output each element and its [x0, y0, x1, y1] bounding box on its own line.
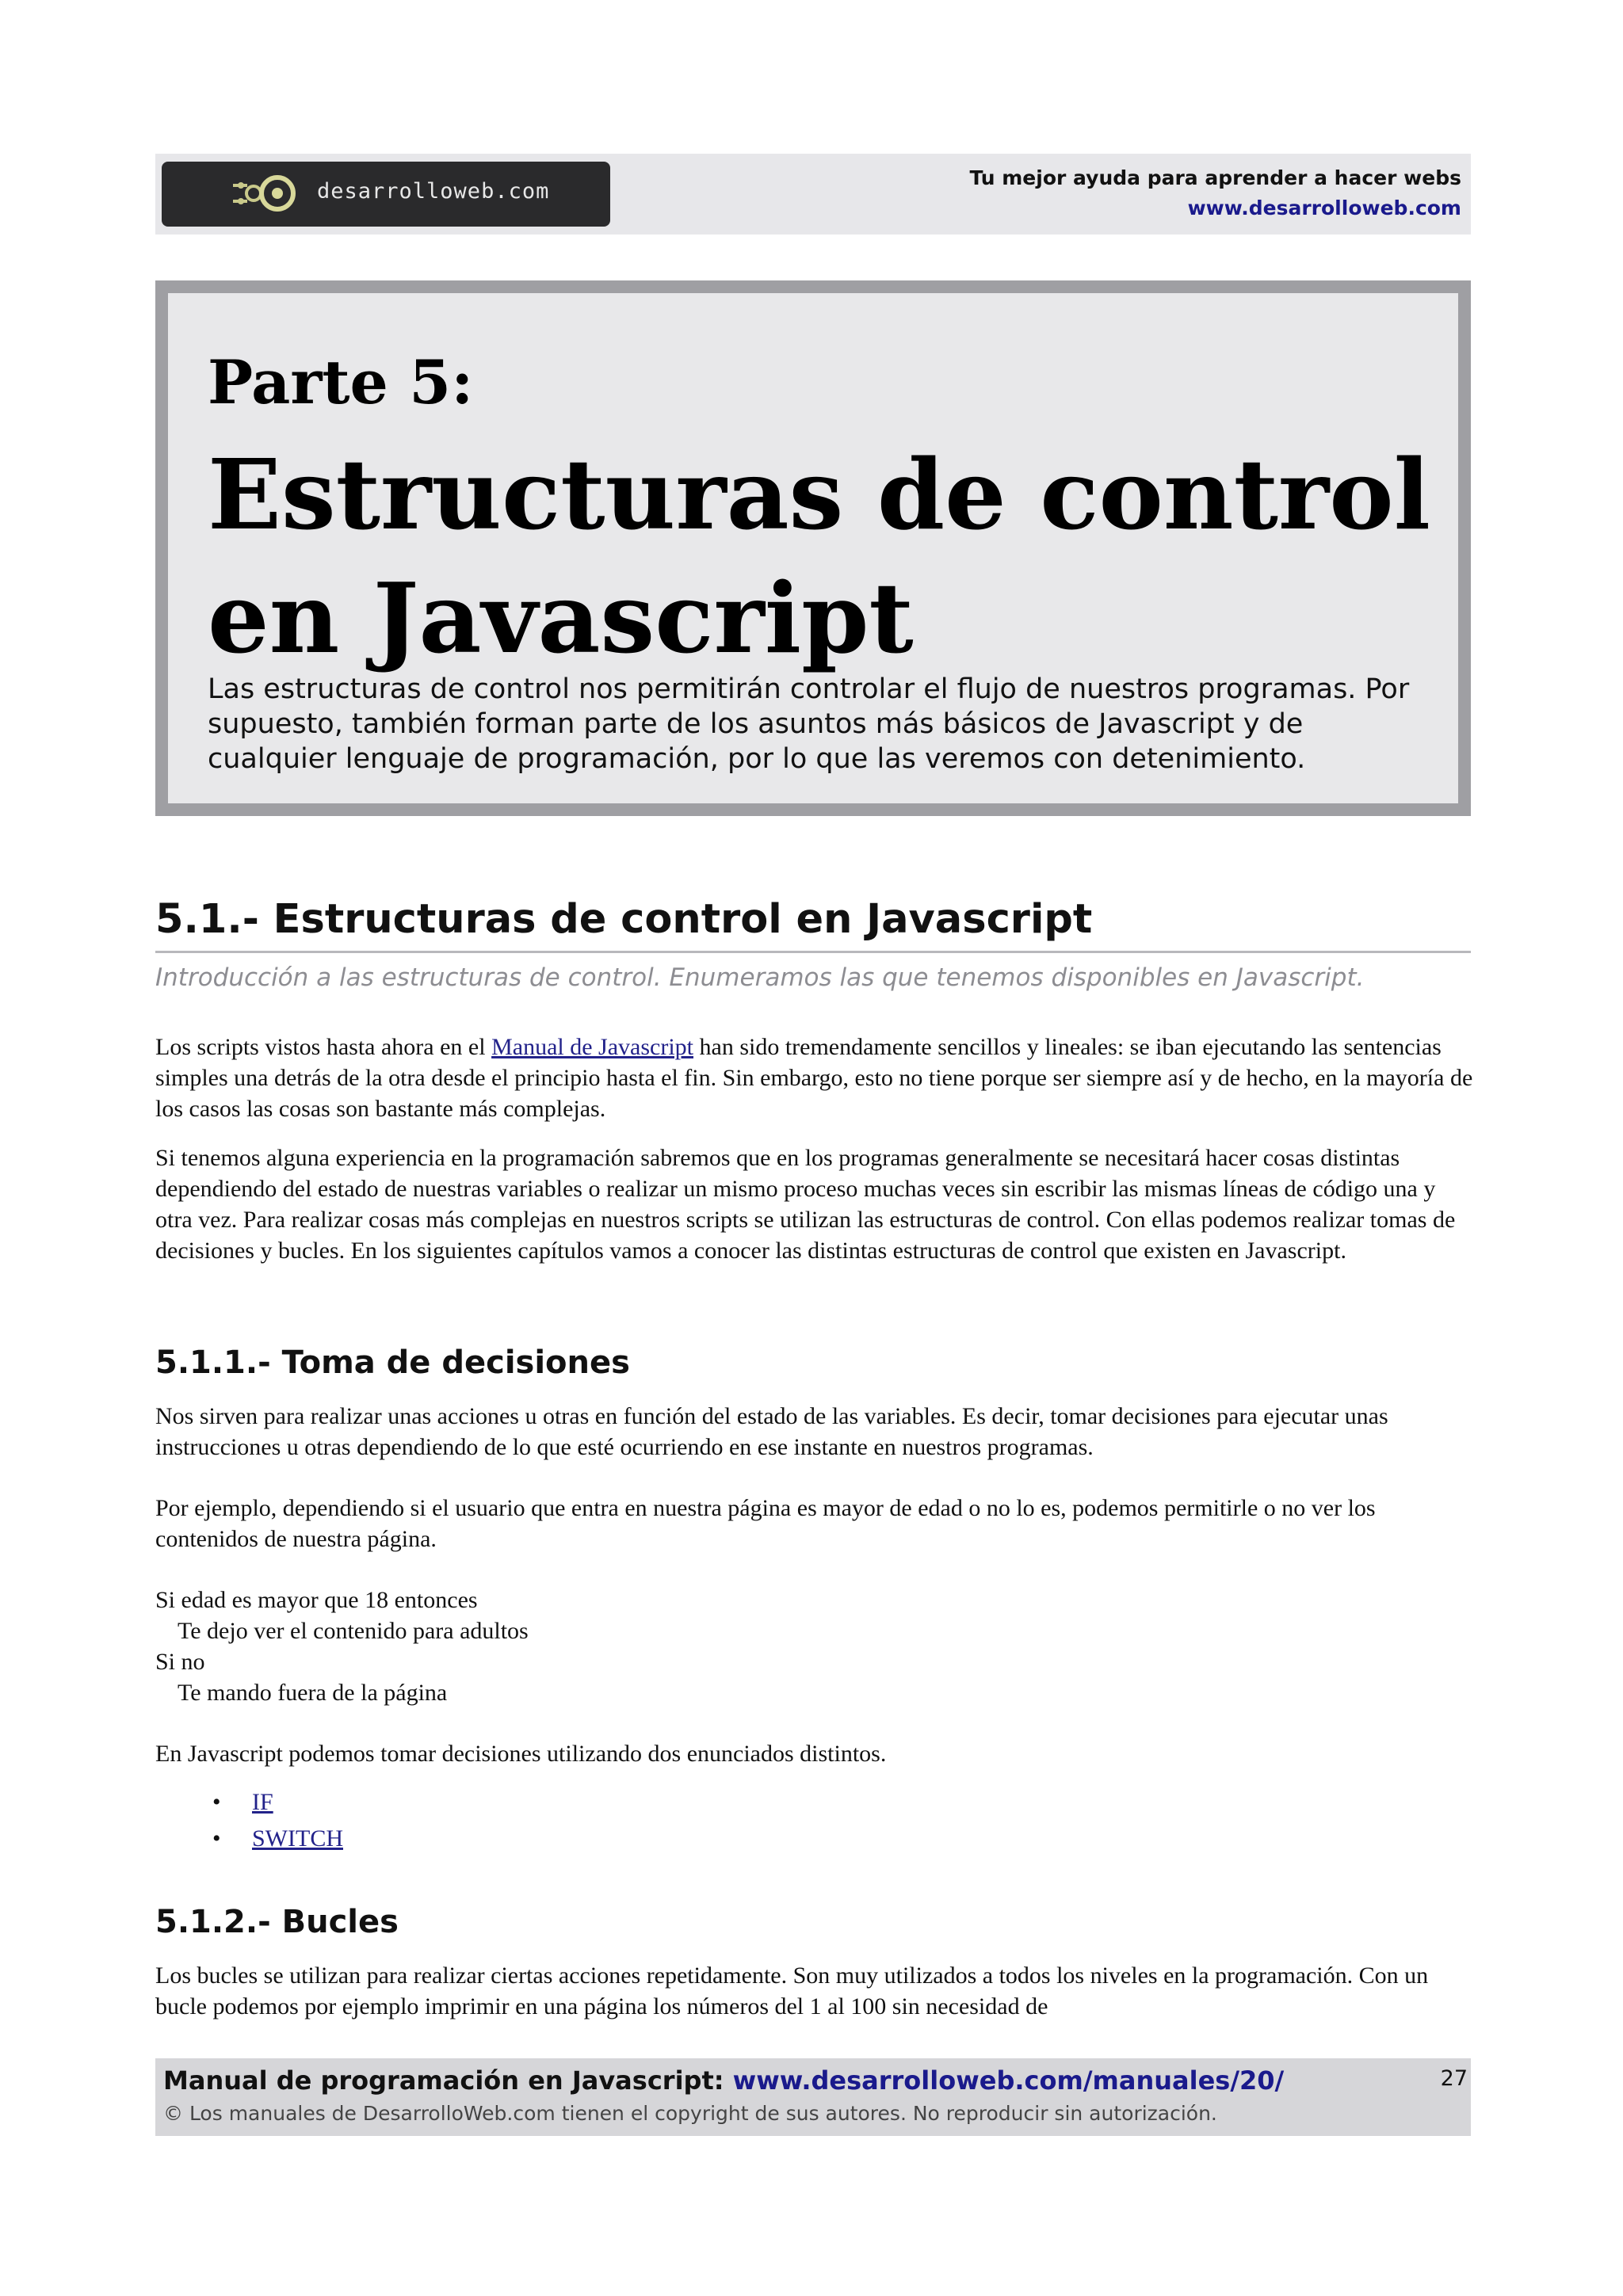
list-item	[206, 1784, 343, 1821]
site-logo[interactable]	[162, 162, 610, 227]
part-title: Estructuras de control en Javascript	[208, 437, 1430, 675]
list-item	[206, 1821, 343, 1857]
if-link[interactable]: IF	[252, 1789, 273, 1815]
loops-paragraph-1: Los bucles se utilizan para realizar ciertas acciones repetidamente. Son muy utilizados a todos los niveles en la programación. Con un bucle podemos por ejemplo imprimir en una página los números del 1 al 100 sin necesidad de	[155, 1962, 1429, 2019]
manual-url-link[interactable]: www.desarrolloweb.com/manuales/20/	[732, 2065, 1285, 2096]
loops-heading: 5.1.2.- Bucles	[155, 1904, 399, 1940]
section-title: 5.1.- Estructuras de control en Javascript	[155, 896, 1093, 943]
footer-copyright: © Los manuales de DesarrolloWeb.com tienen el copyright de sus autores. No reproducir sin autorización.	[163, 2102, 1217, 2125]
manual-javascript-link[interactable]: Manual de Javascript	[491, 1034, 693, 1060]
logo-text: desarrolloweb.com	[317, 179, 550, 204]
part-title-inner	[168, 293, 1458, 803]
pseudocode-block	[155, 1585, 529, 1708]
part-label: Parte 5:	[208, 347, 474, 418]
part-title-box	[155, 280, 1471, 816]
pseudocode-line: Te mando fuera de la página	[178, 1680, 448, 1706]
pseudocode-line: Si no	[155, 1649, 205, 1675]
pseudocode-line: Si edad es mayor que 18 entonces	[155, 1587, 478, 1613]
decisions-heading: 5.1.1.- Toma de decisiones	[155, 1344, 630, 1381]
section-divider	[155, 951, 1471, 953]
pseudocode-line: Te dejo ver el contenido para adultos	[178, 1618, 529, 1644]
footer-manual-label: Manual de programación en Javascript:	[163, 2065, 724, 2096]
decisions-paragraph-2: Por ejemplo, dependiendo si el usuario que entra en nuestra página es mayor de edad o no lo es, podemos permitirle o no ver los contenidos de nuestra página.	[155, 1495, 1376, 1552]
decision-statements-list	[206, 1784, 343, 1857]
section-paragraph-1: Los scripts vistos hasta ahora en el Manual de Javascript han sido tremendamente sencillos y lineales: se iban ejecutando las sentencias simples una detrás de la otra desde el principio hasta el fin. Sin embargo, esto no tiene porque ser siempre así y de hecho, en la mayoría de los casos las cosas son bastante más complejas.	[155, 1034, 1473, 1122]
part-intro: Las estructuras de control nos permitirán controlar el flujo de nuestros programas. Por supuesto, también forman parte de los asuntos más básicos de Javascript y de cualquier lenguaje de programación, por lo que las veremos con detenimiento.	[208, 673, 1410, 775]
site-link[interactable]: www.desarrolloweb.com	[1187, 196, 1461, 219]
decisions-paragraph-1: Nos sirven para realizar unas acciones u otras en función del estado de las variables. Es decir, tomar decisiones para ejecutar unas instrucciones u otras dependiendo de lo que esté ocurriendo en ese instante en nuestros programas.	[155, 1403, 1388, 1460]
footer-manual-line	[163, 2063, 1284, 2098]
section-subtitle: Introducción a las estructuras de control. Enumeramos las que tenemos disponibles en Javascript.	[155, 963, 1365, 992]
section-paragraph-2: Si tenemos alguna experiencia en la programación sabremos que en los programas generalmente se necesitará hacer cosas distintas dependiendo del estado de nuestras variables o realizar un mismo proceso muchas veces sin escribir las mismas líneas de código una y otra vez. Para realizar cosas más complejas en nuestros scripts se utilizan las estructuras de control. Con ellas podemos realizar tomas de decisiones y bucles. En los siguientes capítulos vamos a conocer las distintas estructuras de control que existen en Javascript.	[155, 1145, 1456, 1264]
header-tagline	[969, 163, 1461, 223]
decisions-paragraph-3: En Javascript podemos tomar decisiones utilizando dos enunciados distintos.	[155, 1741, 887, 1767]
tagline-text: Tu mejor ayuda para aprender a hacer webs	[969, 166, 1461, 189]
page-number: 27	[1440, 2066, 1468, 2091]
switch-link[interactable]: SWITCH	[252, 1825, 343, 1852]
